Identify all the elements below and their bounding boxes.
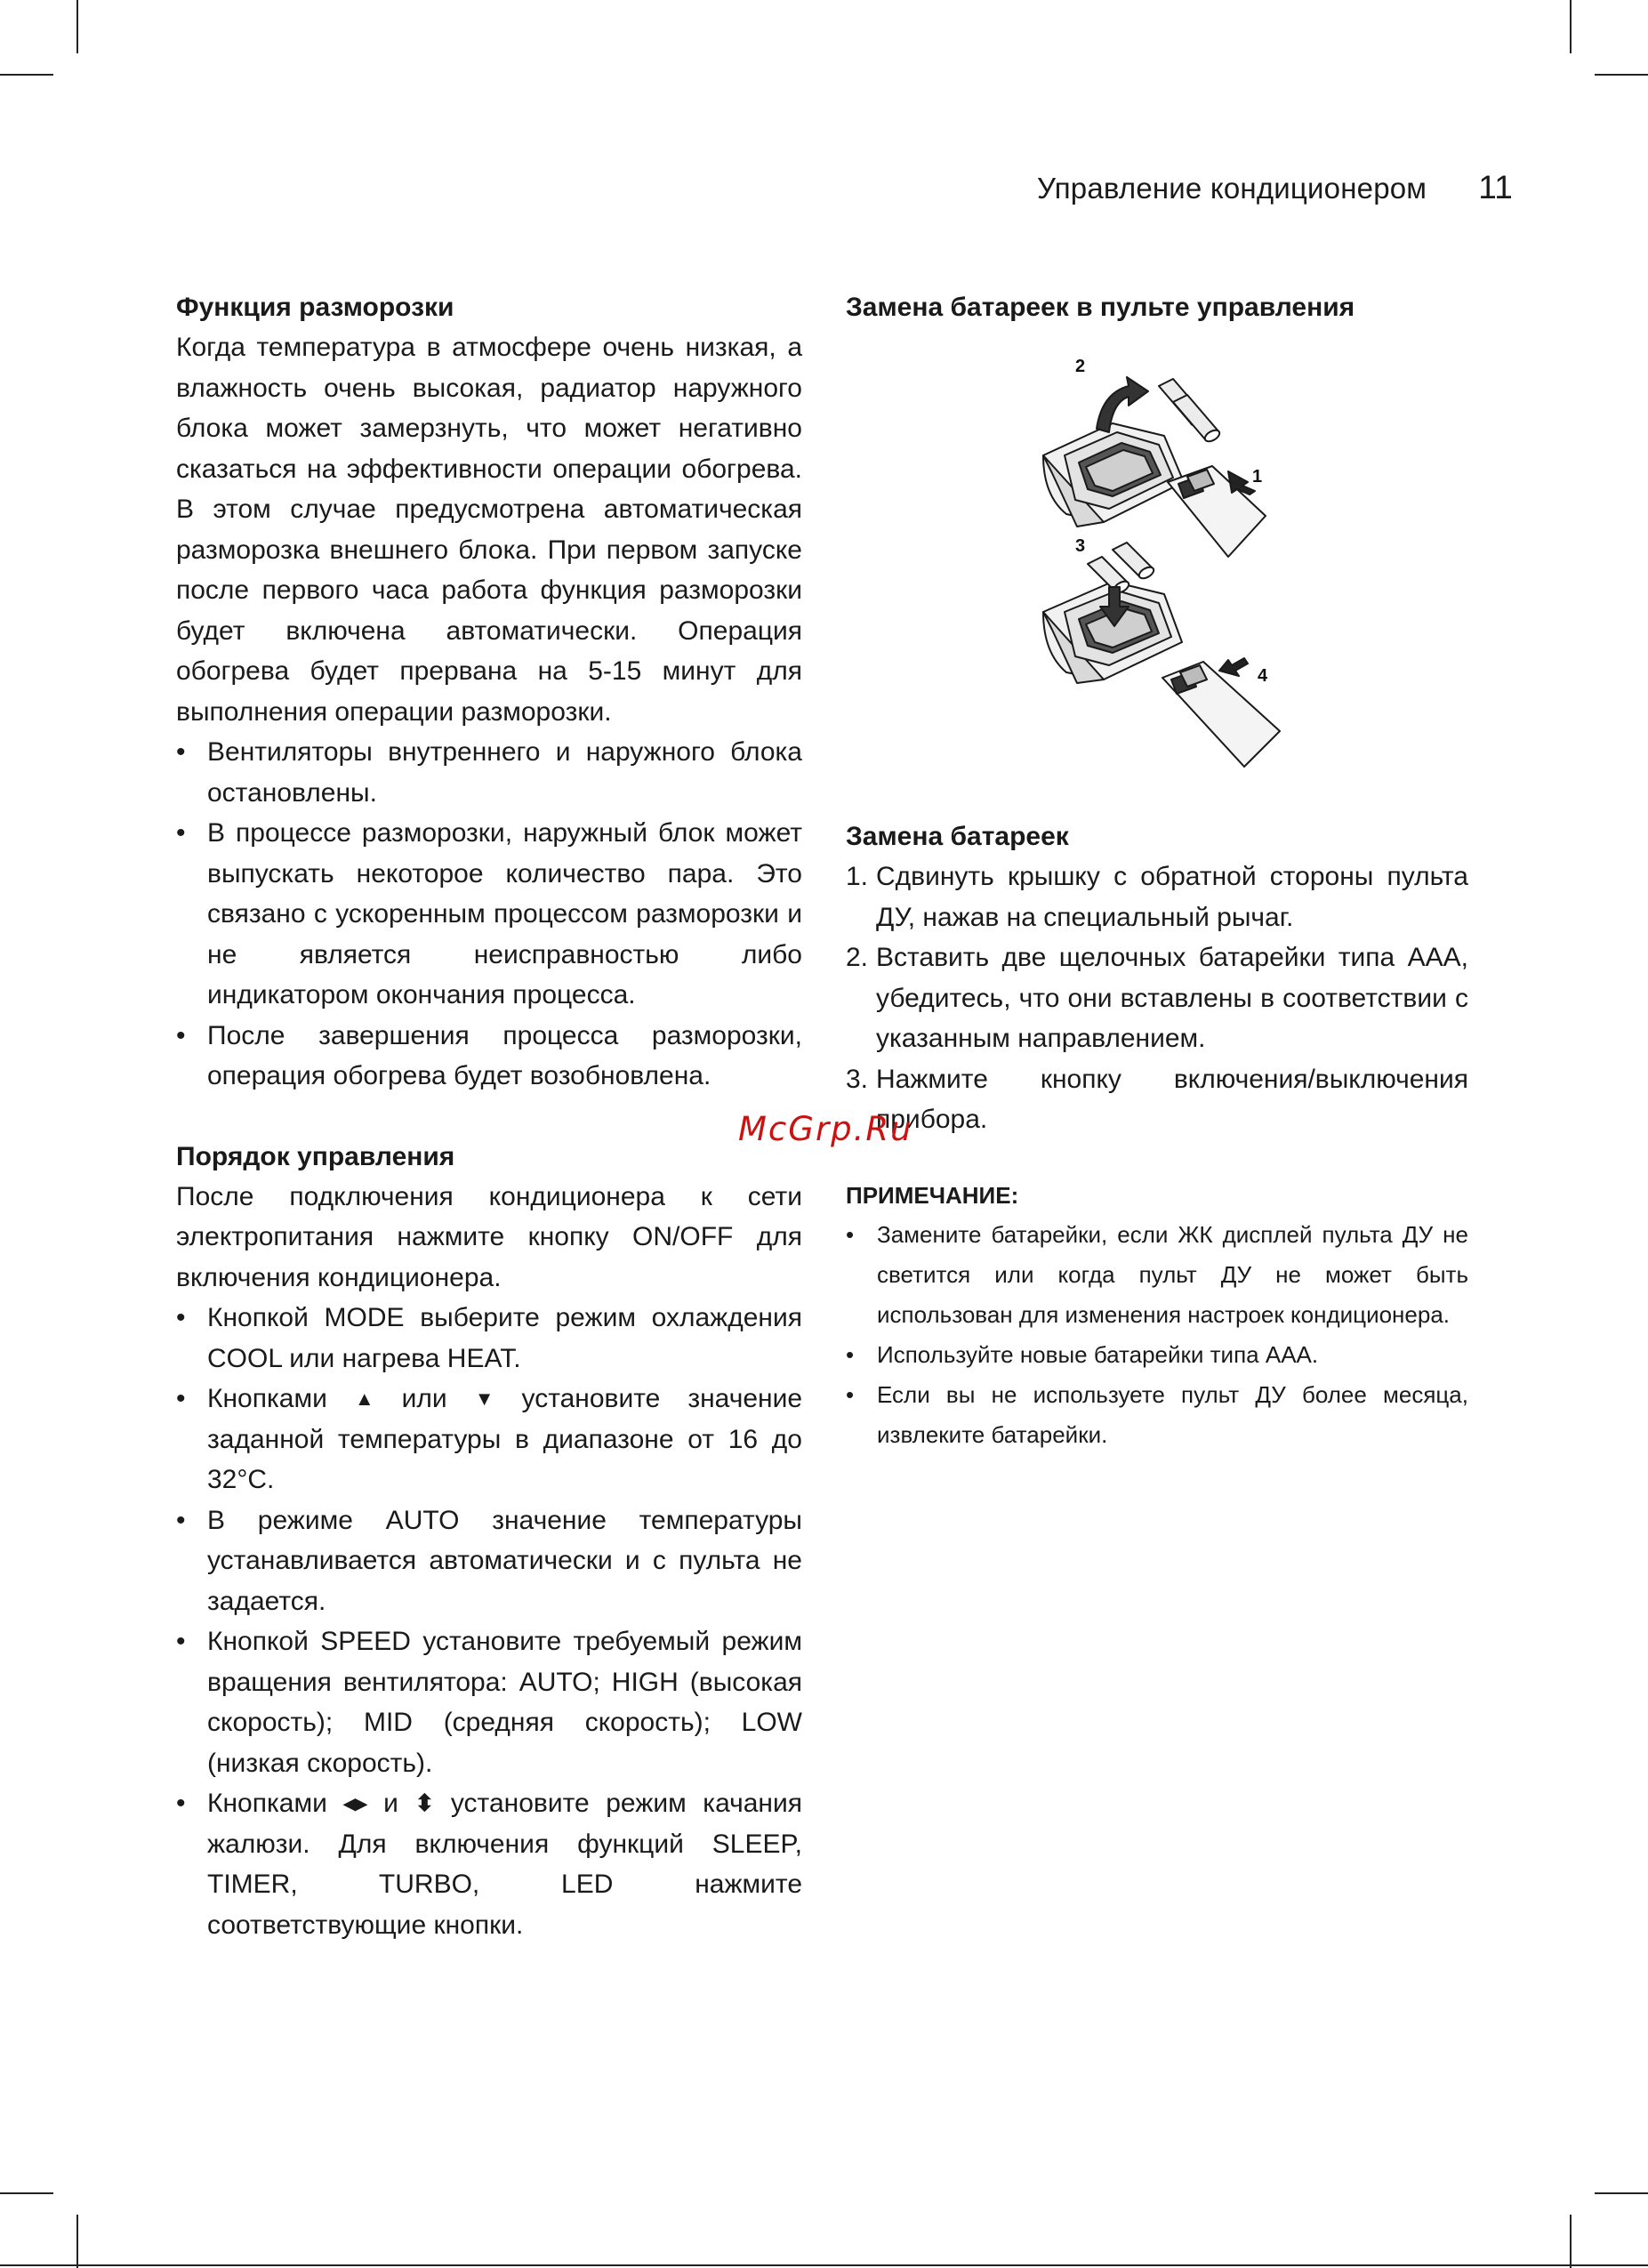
- crop-mark: [0, 74, 53, 76]
- right-column: [846, 288, 1468, 1455]
- list-item: • Кнопкой SPEED установите требуемый режим вращения вентилятора: AUTO; HIGH (высокая скорость); MID (средняя скорость); LOW (низкая скорость).: [176, 1621, 802, 1783]
- crop-mark: [1595, 74, 1648, 76]
- crop-mark: [1595, 2192, 1648, 2194]
- list-item: • В режиме AUTO значение температуры устанавливается автоматически и с пульта не задается.: [176, 1500, 802, 1622]
- battery-steps: [846, 857, 1468, 1140]
- page-number: 11: [1478, 169, 1513, 205]
- watermark: McGrp.Ru: [738, 1110, 913, 1148]
- vertical-swing-icon: ⬍: [414, 1789, 435, 1816]
- list-item: 3. Нажмите кнопку включения/выключения прибора.: [846, 1064, 1468, 1134]
- down-arrow-icon: ▼: [474, 1387, 494, 1410]
- bullet: •: [176, 818, 186, 848]
- figure-step-label: 1: [1252, 467, 1263, 487]
- bullet: •: [176, 737, 186, 767]
- list-item: • После завершения процесса разморозки, операция обогрева будет возобновлена.: [176, 1016, 802, 1097]
- note-title: ПРИМЕЧАНИЕ:: [846, 1181, 1019, 1209]
- list-item: 2. Вставить две щелочных батарейки типа AAA, убедитесь, что они вставлены в соответствии с указанным направлением.: [846, 943, 1468, 1053]
- list-item: 1. Сдвинуть крышку с обратной стороны пульта ДУ, нажав на специальный рычаг.: [846, 862, 1468, 932]
- bullet: •: [176, 1384, 186, 1413]
- left-column: [176, 288, 802, 1945]
- defrost-title: Функция разморозки: [176, 293, 454, 322]
- control-paragraph: После подключения кондиционера к сети электропитания нажмите кнопку ON/OFF для включения кондиционера.: [176, 1181, 802, 1292]
- section-title: Управление кондиционером: [1037, 172, 1427, 205]
- crop-mark: [1570, 0, 1572, 53]
- list-item: • Замените батарейки, если ЖК дисплей пульта ДУ не светится или когда пульт ДУ не может быть использован для изменения настроек кондиционера.: [846, 1215, 1468, 1335]
- bullet: •: [176, 1627, 186, 1656]
- bullet: •: [176, 1303, 186, 1332]
- horizontal-swing-icon: ◂▸: [343, 1789, 367, 1816]
- battery-replacement-illustration: [846, 340, 1468, 802]
- list-item: • Используйте новые батарейки типа AAA.: [846, 1335, 1468, 1375]
- control-bullets: [176, 1298, 802, 1945]
- battery-icon: [1173, 395, 1221, 444]
- bullet: •: [176, 1505, 186, 1535]
- list-item: • В процессе разморозки, наружный блок может выпускать некоторое количество пара. Это связано с ускоренным процессом разморозки и не является неисправностью либо индикатором окончания процесса.: [176, 813, 802, 1016]
- crop-mark: [0, 2192, 53, 2194]
- crop-mark: [76, 0, 78, 53]
- list-item: • Кнопкой MODE выберите режим охлаждения COOL или нагрева HEAT.: [176, 1298, 802, 1379]
- figure-step-label: 4: [1258, 666, 1268, 686]
- list-item: • Кнопками ◂▸ и ⬍ установите режим качания жалюзи. Для включения функций SLEEP, TIMER, TURBO, LED нажмите соответствующие кнопки.: [176, 1783, 802, 1945]
- arrow-icon: [1219, 658, 1248, 676]
- list-item: • Если вы не используете пульт ДУ более месяца, извлеките батарейки.: [846, 1375, 1468, 1455]
- figure-step-label: 2: [1075, 357, 1086, 376]
- running-header: [1037, 169, 1513, 206]
- control-title: Порядок управления: [176, 1141, 455, 1171]
- bullet: •: [846, 1380, 855, 1408]
- battery-cover-icon: [1168, 466, 1266, 557]
- remote-control-icon: [1043, 423, 1184, 527]
- note-list: [846, 1215, 1468, 1455]
- defrost-paragraph: Когда температура в атмосфере очень низкая, а влажность очень высокая, радиатор наружного блока может замерзнуть, что может негативно сказаться на эффективности операции обогрева. В этом случае предусмотрена автоматическая разморозка внешнего блока. При первом запуске после первого часа работа функция разморозки будет включена автоматически. Операция обогрева будет прервана на 5-15 минут для выполнения операции разморозки.: [176, 333, 802, 727]
- bottom-rule: [0, 2264, 1648, 2266]
- curved-arrow-icon: [1097, 377, 1148, 432]
- crop-mark: [76, 2215, 78, 2268]
- bullet: •: [176, 1020, 186, 1050]
- up-arrow-icon: ▲: [354, 1387, 374, 1410]
- bullet: •: [846, 1220, 855, 1248]
- battery-replacement-title: Замена батареек: [846, 822, 1069, 851]
- arrow-icon: [1228, 471, 1255, 495]
- bullet: •: [846, 1340, 855, 1368]
- bullet: •: [176, 1789, 186, 1818]
- remote-battery-title: Замена батареек в пульте управления: [846, 293, 1355, 322]
- defrost-bullets: [176, 732, 802, 1097]
- crop-mark: [1570, 2215, 1572, 2268]
- figure-step-label: 3: [1075, 536, 1086, 556]
- list-item: • Кнопками ▲ или ▼ установите значение заданной температуры в диапазоне от 16 до 32°C.: [176, 1379, 802, 1500]
- list-item: • Вентиляторы внутреннего и наружного блока остановлены.: [176, 732, 802, 813]
